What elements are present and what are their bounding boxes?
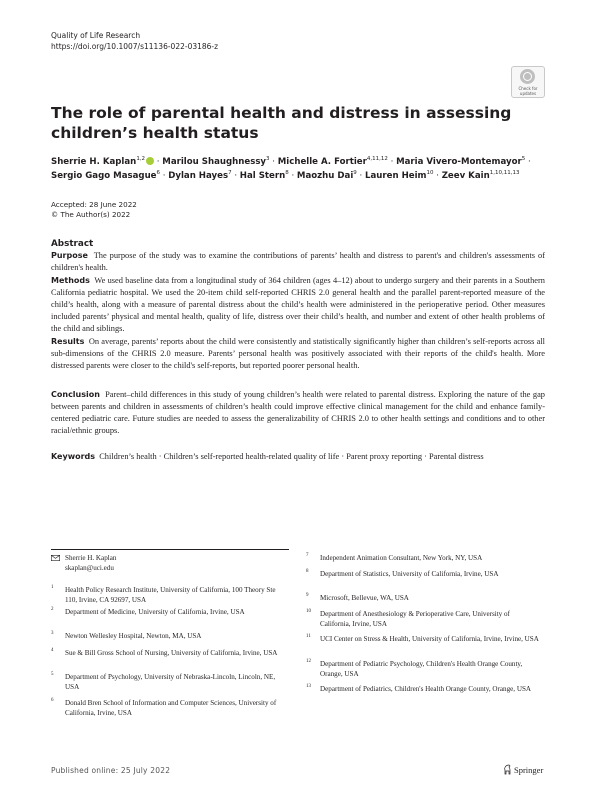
- footnote-text: Department of Anesthesiology & Perioperative Care, University of California, Irvine, USA: [320, 610, 510, 628]
- footnote-text: Department of Psychology, University of Nebraska-Lincoln, Lincoln, NE, USA: [65, 673, 276, 691]
- abstract-heading: Abstract: [51, 239, 94, 249]
- purpose-text: The purpose of the study was to examine the contributions of parents’ health and distress to parent's and children's assessments of children's health.: [51, 251, 545, 273]
- doi-link[interactable]: https://doi.org/10.1007/s11136-022-03186-z: [51, 42, 219, 51]
- footnote-text: Health Policy Research Institute, University of California, 100 Theory Ste 110, Irvine, CA 92697, USA: [65, 586, 276, 604]
- footnote-number: 9: [306, 593, 309, 598]
- footnote-number: 2: [51, 607, 54, 612]
- methods-label: Methods: [51, 276, 90, 285]
- author-affiliation: 7: [228, 170, 232, 176]
- footnote-number: 11: [306, 634, 311, 639]
- check-for-updates-badge[interactable]: [511, 66, 545, 98]
- envelope-icon: [51, 555, 60, 561]
- correspondence-email[interactable]: skaplan@uci.edu: [65, 564, 114, 572]
- author-name[interactable]: Maozhu Dai: [296, 171, 354, 181]
- author-affiliation: 9: [353, 170, 357, 176]
- keywords-label: Keywords: [51, 452, 96, 461]
- orcid-icon[interactable]: [146, 157, 154, 165]
- author-affiliation: 1,2: [136, 156, 146, 162]
- footnote-number: 7: [306, 553, 309, 558]
- results-text: On average, parents’ reports about the child were consistently and statistically significantly higher than children’s self-reports across all sub-dimensions of the CHRIS 2.0 measure. Parents’ personal health was positively associated with their reports of the child's health. More distressed parents were closer to the child's self-reports, but reported poorer personal health.: [51, 337, 546, 371]
- author-name[interactable]: Sherrie H. Kaplan: [51, 157, 137, 167]
- footnote-text: Department of Pediatrics, Children's Health Orange County, Orange, USA: [320, 685, 532, 693]
- published-online: Published online: 25 July 2022: [51, 766, 171, 775]
- author-name[interactable]: Sergio Gago Masague: [51, 171, 157, 181]
- footnote-number: 13: [306, 684, 311, 689]
- footnote-text: Microsoft, Bellevue, WA, USA: [320, 594, 409, 602]
- footnote-number: 12: [306, 659, 311, 664]
- footnote-number: 3: [51, 631, 54, 636]
- abstract-results: [51, 336, 545, 372]
- author-affiliation: 6: [156, 170, 161, 176]
- author-name[interactable]: Zeev Kain: [441, 171, 490, 181]
- footnote-number: 1: [51, 585, 54, 590]
- purpose-label: Purpose: [51, 251, 88, 260]
- footnote-number: 8: [306, 569, 309, 574]
- author-affiliation: 5: [521, 156, 526, 162]
- author-affiliation: 8: [285, 170, 289, 176]
- conclusion-text: Parent–child differences in this study of young children’s health were related to parental distress. Exploring the nature of the gap between parents and children in assessments of children’s health could improve effective clinical management for the child and enhance family-centered pediatric care. Future studies are needed to assess the generalizability of CHRIS 2.0 to other health settings and conditions and to other racial/ethnic groups.: [51, 390, 545, 436]
- abstract-purpose: [51, 250, 545, 274]
- author-line-1: Sherrie H. Kaplan$^{1,2}$ · Marilou Shaughnessy$^3$ · Michelle A. Fortier$^{4,11,12}$ · Maria Vivero-Montemayor$^5$ ·: [51, 156, 531, 167]
- abstract-methods: [51, 275, 545, 335]
- keywords: [51, 451, 545, 463]
- springer-horse-icon: [503, 764, 512, 775]
- results-label: Results: [51, 337, 85, 346]
- author-name[interactable]: Maria Vivero-Montemayor: [396, 157, 522, 167]
- footnote-text: Donald Bren School of Information and Computer Sciences, University of California, Irvine, USA: [65, 699, 277, 717]
- footnote-number: 6: [51, 698, 54, 703]
- footnote-number: 5: [51, 672, 54, 677]
- paper-title: The role of parental health and distress in assessing children’s health status: [51, 104, 512, 142]
- footnote-text: Department of Medicine, University of California, Irvine, USA: [65, 608, 245, 616]
- badge-line-1: Check for: [518, 86, 538, 91]
- author-affiliation: 1,10,11,13: [489, 170, 520, 176]
- abstract-conclusion: [51, 389, 545, 437]
- author-affiliation: 10: [426, 170, 434, 176]
- footnote-number: 4: [51, 648, 54, 653]
- correspondence-name: Sherrie H. Kaplan: [65, 554, 117, 562]
- keywords-text: Children’s health · Children’s self-reported health-related quality of life · Parent proxy reporting · Parental distress: [99, 452, 484, 461]
- check-for-updates-icon: [520, 69, 535, 84]
- author-line-2: Sergio Gago Masague$^6$ · Dylan Hayes$^7$ · Hal Stern$^8$ · Maozhu Dai$^9$ · Lauren Heim$^{10}$ · Zeev Kain$^{1,10,11,13}$: [51, 170, 520, 181]
- methods-text: We used baseline data from a longitudinal study of 364 children (ages 4–12) about to undergo surgery and their parents in a Southern California pediatric hospital. We used the 20-item child self-reported CHRIS 2.0 general health and the parallel parent-reported measure of the child’s health, along with a measure of parental distress about the child’s health were administered in the perioperative period. Other measures included parents’ physical and mental health, quality of life, distress over their child’s health, and number and extent of other health problems of the child and siblings.: [51, 276, 545, 334]
- footnote-number: 10: [306, 609, 311, 614]
- author-name[interactable]: Lauren Heim: [365, 171, 427, 181]
- accepted-date: Accepted: 28 June 2022: [51, 200, 137, 209]
- footnote-text: Newton Wellesley Hospital, Newton, MA, USA: [65, 632, 202, 640]
- author-affiliation: 4,11,12: [366, 156, 388, 162]
- author-name[interactable]: Hal Stern: [239, 171, 286, 181]
- author-name[interactable]: Marilou Shaughnessy: [162, 157, 267, 167]
- springer-logo: [503, 764, 543, 775]
- author-affiliation: 3: [266, 156, 270, 162]
- author-name[interactable]: Michelle A. Fortier: [277, 157, 367, 167]
- footnote-text: Sue & Bill Gross School of Nursing, University of California, Irvine, USA: [65, 649, 278, 657]
- footnote-text: Department of Pediatric Psychology, Children's Health Orange County, Orange, USA: [320, 660, 523, 678]
- footnote-text: UCI Center on Stress & Health, University of California, Irvine, Irvine, USA: [320, 635, 539, 643]
- publisher-name: Springer: [514, 765, 544, 775]
- footnote-text: Independent Animation Consultant, New York, NY, USA: [320, 554, 483, 562]
- conclusion-label: Conclusion: [51, 390, 100, 399]
- copyright: © The Author(s) 2022: [51, 210, 131, 219]
- journal-name: Quality of Life Research: [51, 31, 141, 40]
- author-name[interactable]: Dylan Hayes: [168, 171, 229, 181]
- badge-line-2: updates: [519, 91, 537, 96]
- footnote-text: Department of Statistics, University of California, Irvine, USA: [320, 570, 499, 578]
- footnote-divider: [51, 549, 289, 550]
